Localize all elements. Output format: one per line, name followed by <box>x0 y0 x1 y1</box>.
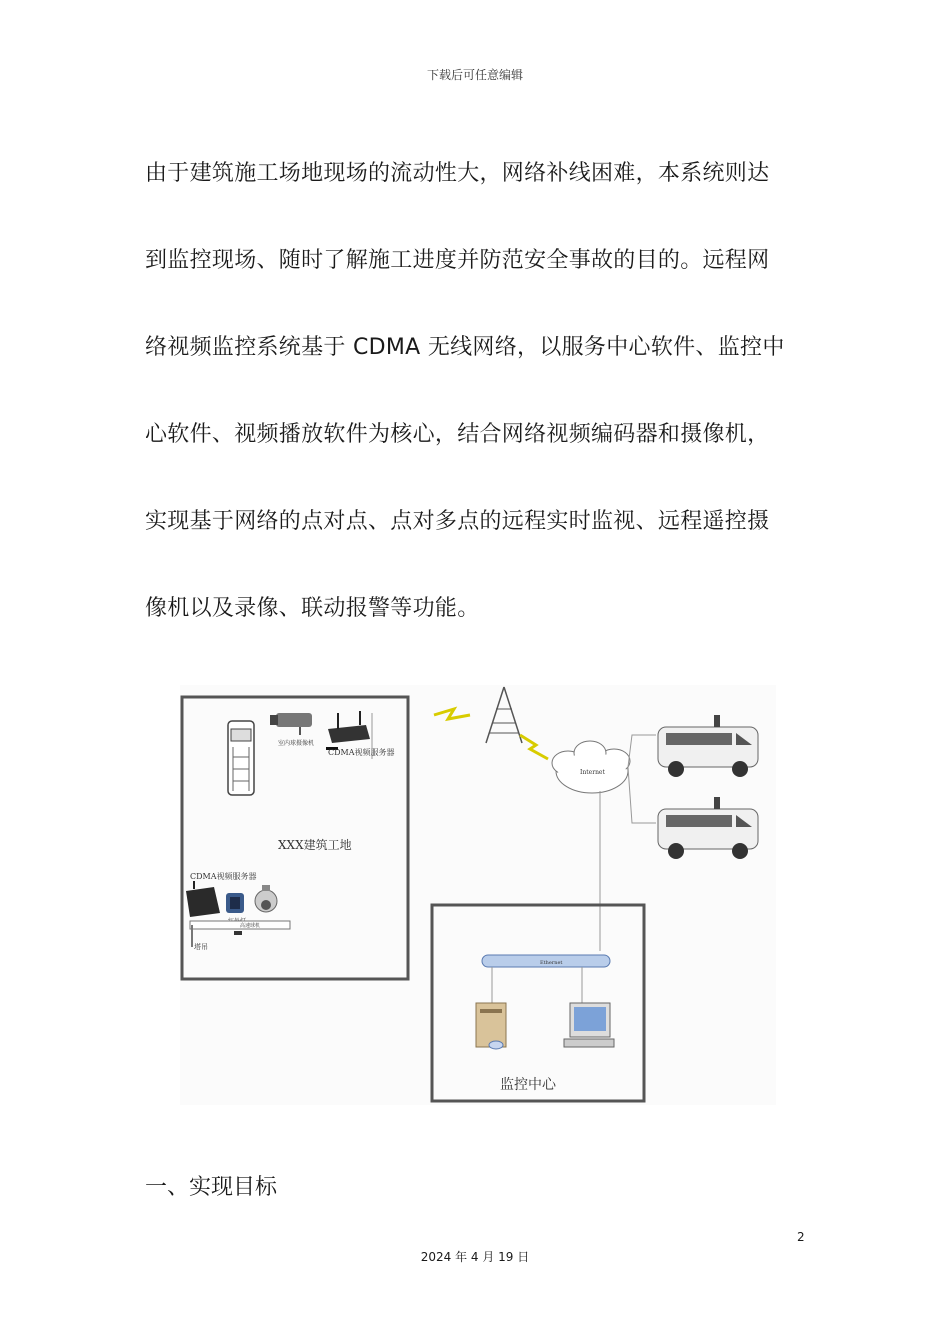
network-diagram-svg <box>180 685 776 1105</box>
server-icon <box>476 1003 506 1049</box>
network-diagram <box>180 685 776 1105</box>
ethernet-label: Ethernet <box>540 960 563 966</box>
paragraph-line: 由于建筑施工场地现场的流动性大，网络补线困难，本系统则达 <box>145 161 770 186</box>
page-header: 下载后可任意编辑 <box>426 68 523 82</box>
paragraph-line: 实现基于网络的点对点、点对多点的远程实时监视、远程遥控摄 <box>145 509 770 534</box>
center-label: 监控中心 <box>500 1077 556 1093</box>
camera-label-top: 室内球摄像机 <box>278 740 315 747</box>
infrared-light-icon <box>226 893 244 913</box>
truck-icon <box>228 721 254 795</box>
site-label: XXX建筑工地 <box>278 838 352 852</box>
paragraph-line: 络视频监控系统基于 CDMA 无线网络，以服务中心软件、监控中 <box>145 335 785 360</box>
internet-label: Internet <box>580 769 605 776</box>
crane-label: 塔吊 <box>194 943 208 951</box>
paragraph-line: 心软件、视频播放软件为核心，结合网络视频编码器和摄像机， <box>145 422 770 447</box>
rail-label: 高速球机 <box>240 923 261 929</box>
footer-date: 2024 年 4 月 19 日 <box>420 1250 530 1264</box>
section-heading: 一、实现目标 <box>145 1175 278 1200</box>
computer-icon <box>564 1003 614 1047</box>
page-number: 2 <box>797 1230 805 1244</box>
paragraph-line: 到监控现场、随时了解施工进度并防范安全事故的目的。远程网 <box>145 248 770 273</box>
cdma-server-label-top: CDMA视频服务器 <box>328 748 395 757</box>
paragraph-line: 像机以及录像、联动报警等功能。 <box>145 596 480 621</box>
body-paragraph <box>145 130 825 652</box>
cdma-server-label-bottom: CDMA视频服务器 <box>190 872 257 881</box>
